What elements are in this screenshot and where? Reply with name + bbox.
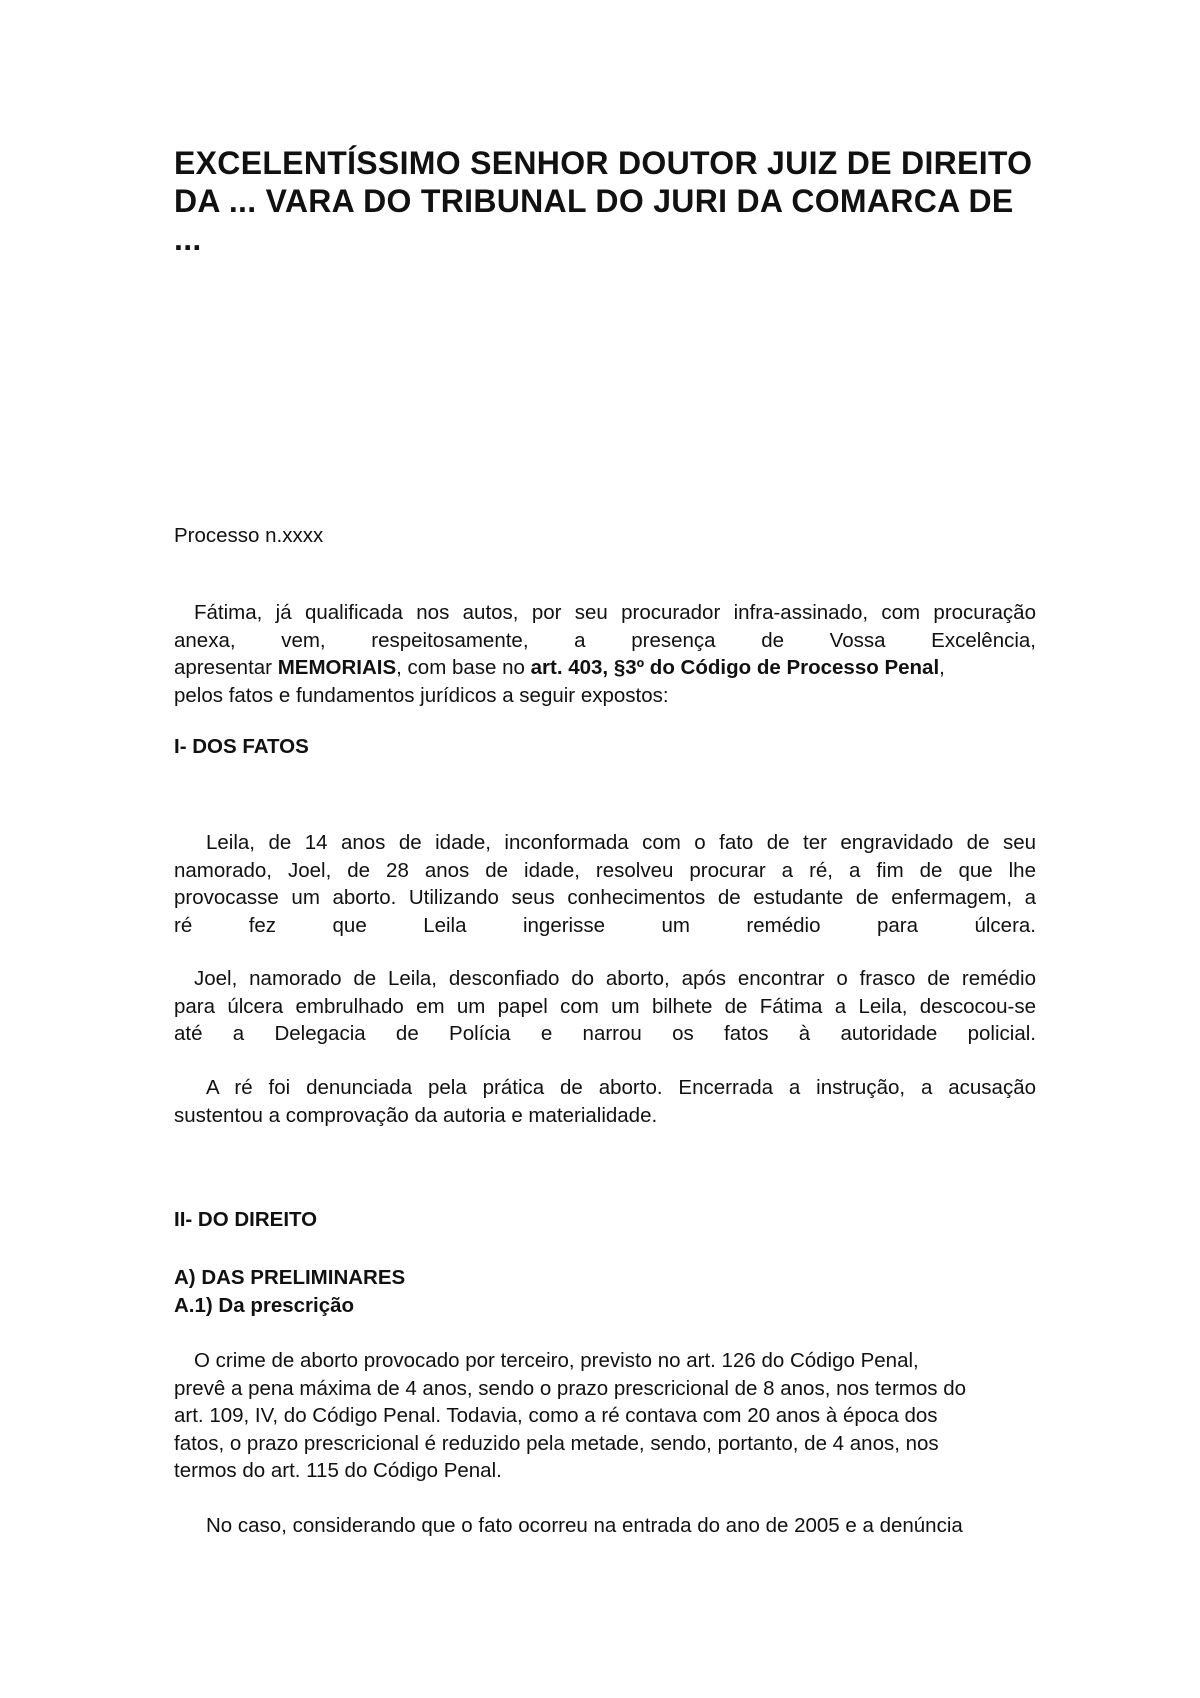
- facts-p1-line-3: provocasse um aborto. Utilizando seus conhecimentos de estudante de enfermagem, a: [174, 886, 1036, 909]
- intro-line-3-after: ,: [939, 656, 945, 679]
- title-line-1: EXCELENTÍSSIMO SENHOR DOUTOR JUIZ DE DIREITO: [174, 145, 1033, 181]
- facts-paragraph-1: [174, 829, 1036, 939]
- section-heading-facts: I- DOS FATOS: [174, 735, 309, 758]
- process-number: Processo n.xxxx: [174, 524, 324, 547]
- law-p1-line-2: prevê a pena máxima de 4 anos, sendo o prazo prescricional de 8 anos, nos termos do: [174, 1376, 966, 1400]
- facts-paragraph-3: [174, 1074, 1036, 1129]
- subsection-heading-prescription: A.1) Da prescrição: [174, 1294, 355, 1317]
- law-p1-line-3: art. 109, IV, do Código Penal. Todavia, como a ré contava com 20 anos à época dos: [174, 1404, 938, 1427]
- facts-paragraph-2: [174, 965, 1036, 1048]
- intro-line-1: Fátima, já qualificada nos autos, por seu procurador infra-assinado, com procuração: [194, 601, 1036, 624]
- facts-p2-line-2: para úlcera embrulhado em um papel com um bilhete de Fátima a Leila, descocou-se: [174, 994, 1036, 1018]
- facts-p3-line-2: sustentou a comprovação da autoria e materialidade.: [174, 1103, 658, 1127]
- title-line-3: ...: [174, 221, 202, 257]
- law-p1-line-5: termos do art. 115 do Código Penal.: [174, 1459, 502, 1482]
- intro-paragraph: [174, 599, 1036, 709]
- facts-p1-line-2: namorado, Joel, de 28 anos de idade, resolveu procurar a ré, a fim de que lhe: [174, 858, 1036, 882]
- intro-line-2: anexa, vem, respeitosamente, a presença de Vossa Excelência,: [174, 628, 1036, 652]
- facts-p2-line-1: Joel, namorado de Leila, desconfiado do aborto, após encontrar o frasco de remédio: [194, 967, 1036, 990]
- legal-basis-bold: art. 403, §3º do Código de Processo Penal: [530, 656, 940, 679]
- subsection-heading-preliminaries: A) DAS PRELIMINARES: [174, 1266, 406, 1289]
- law-paragraph-1: [174, 1347, 1036, 1485]
- facts-p2-line-3: até a Delegacia de Polícia e narrou os fatos à autoridade policial.: [174, 1022, 1036, 1045]
- memoriais-bold: MEMORIAIS: [277, 656, 397, 679]
- section-heading-law: II- DO DIREITO: [174, 1208, 318, 1231]
- law-p1-line-1: O crime de aborto provocado por terceiro, previsto no art. 126 do Código Penal,: [194, 1349, 919, 1372]
- law-paragraph-2: [174, 1512, 1036, 1540]
- facts-p3-line-1: A ré foi denunciada pela prática de aborto. Encerrada a instrução, a acusação: [206, 1076, 1036, 1099]
- intro-line-4: pelos fatos e fundamentos jurídicos a seguir expostos:: [174, 683, 669, 707]
- intro-line-3-before: apresentar: [174, 656, 278, 679]
- intro-line-3: [174, 654, 1036, 682]
- facts-p1-line-4: ré fez que Leila ingerisse um remédio para úlcera.: [174, 913, 1036, 937]
- facts-p1-line-1: Leila, de 14 anos de idade, inconformada com o fato de ter engravidado de seu: [206, 831, 1036, 854]
- document-title: [174, 144, 1054, 258]
- intro-line-3-mid: , com base no: [396, 656, 531, 679]
- law-p2-line-1: No caso, considerando que o fato ocorreu na entrada do ano de 2005 e a denúncia: [206, 1514, 963, 1537]
- law-p1-line-4: fatos, o prazo prescricional é reduzido pela metade, sendo, portanto, de 4 anos, nos: [174, 1431, 939, 1455]
- title-line-2: DA ... VARA DO TRIBUNAL DO JURI DA COMARCA DE: [174, 183, 1014, 219]
